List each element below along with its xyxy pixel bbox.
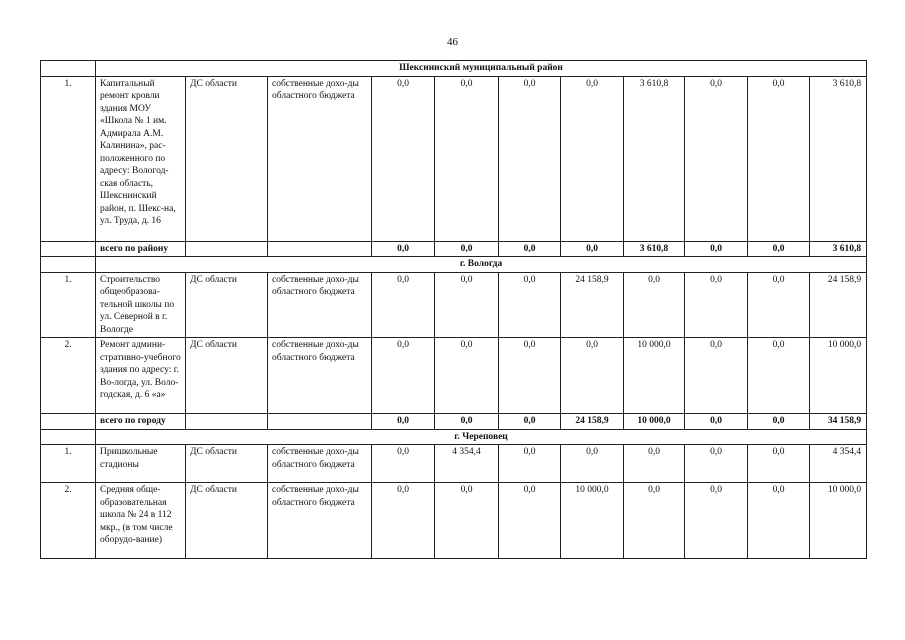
value-cell: 10 000,0	[810, 338, 867, 414]
value-cell: 0,0	[561, 76, 624, 241]
value-cell: 0,0	[561, 338, 624, 414]
table-row	[41, 76, 867, 241]
total-value: 0,0	[372, 414, 435, 430]
total-value: 0,0	[372, 241, 435, 257]
row-number: 2.	[41, 338, 96, 414]
value-cell: 0,0	[561, 445, 624, 483]
project-name: Капитальный ремонт кровли здания МОУ «Школа № 1 им. Адмирала А.М. Калинина», рас-положенного по адресу: Вологод-ская область, Шекснинский район, п. Шекс-на, ул. Труда, д. 16	[96, 76, 186, 241]
value-cell: 3 610,8	[624, 76, 685, 241]
total-row	[41, 241, 867, 257]
customer: ДС области	[186, 338, 268, 414]
row-number: 1.	[41, 272, 96, 338]
customer: ДС области	[186, 272, 268, 338]
total-value: 0,0	[748, 414, 810, 430]
table-row	[41, 445, 867, 483]
total-value: 0,0	[561, 241, 624, 257]
total-value: 10 000,0	[624, 414, 685, 430]
value-cell: 24 158,9	[810, 272, 867, 338]
row-number: 1.	[41, 445, 96, 483]
funding-source: собственные дохо-ды областного бюджета	[268, 445, 372, 483]
total-value: 34 158,9	[810, 414, 867, 430]
table-row	[41, 272, 867, 338]
value-cell: 10 000,0	[810, 483, 867, 559]
row-number: 1.	[41, 76, 96, 241]
value-cell: 0,0	[435, 272, 499, 338]
total-value: 0,0	[748, 241, 810, 257]
project-name: Строительство общеобразова-тельной школы по ул. Северной в г. Вологде	[96, 272, 186, 338]
section-title: Шекснинский муниципальный район	[96, 61, 867, 77]
value-cell: 10 000,0	[624, 338, 685, 414]
value-cell: 0,0	[748, 272, 810, 338]
funding-source: собственные дохо-ды областного бюджета	[268, 272, 372, 338]
value-cell: 0,0	[748, 338, 810, 414]
value-cell: 0,0	[499, 272, 561, 338]
value-cell: 0,0	[685, 483, 748, 559]
project-name: Средняя обще-образовательная школа № 24 в 112 мкр., (в том числе оборудо-вание)	[96, 483, 186, 559]
value-cell: 0,0	[372, 272, 435, 338]
customer: ДС области	[186, 76, 268, 241]
section-title: г. Череповец	[96, 429, 867, 445]
value-cell: 0,0	[685, 272, 748, 338]
total-value: 24 158,9	[561, 414, 624, 430]
total-label: всего по району	[96, 241, 186, 257]
value-cell: 0,0	[372, 445, 435, 483]
row-number: 2.	[41, 483, 96, 559]
value-cell: 0,0	[372, 338, 435, 414]
value-cell: 0,0	[372, 483, 435, 559]
total-label: всего по городу	[96, 414, 186, 430]
value-cell: 0,0	[624, 445, 685, 483]
value-cell: 0,0	[624, 272, 685, 338]
total-value: 0,0	[685, 414, 748, 430]
project-name: Пришкольные стадионы	[96, 445, 186, 483]
value-cell: 0,0	[435, 338, 499, 414]
total-value: 0,0	[499, 414, 561, 430]
funding-source: собственные дохо-ды областного бюджета	[268, 483, 372, 559]
value-cell: 0,0	[748, 76, 810, 241]
value-cell: 0,0	[435, 76, 499, 241]
funding-source: собственные дохо-ды областного бюджета	[268, 76, 372, 241]
customer: ДС области	[186, 445, 268, 483]
section-header	[41, 429, 867, 445]
customer: ДС области	[186, 483, 268, 559]
page-number: 46	[447, 36, 458, 48]
total-row	[41, 414, 867, 430]
value-cell: 0,0	[499, 445, 561, 483]
value-cell: 0,0	[435, 483, 499, 559]
value-cell: 0,0	[499, 338, 561, 414]
value-cell: 3 610,8	[810, 76, 867, 241]
section-header	[41, 61, 867, 77]
value-cell: 0,0	[685, 338, 748, 414]
value-cell: 0,0	[372, 76, 435, 241]
value-cell: 0,0	[499, 483, 561, 559]
total-value: 0,0	[435, 414, 499, 430]
total-value: 0,0	[685, 241, 748, 257]
section-title: г. Вологда	[96, 257, 867, 273]
total-value: 0,0	[499, 241, 561, 257]
value-cell: 0,0	[748, 445, 810, 483]
project-name: Ремонт админи-стративно-учебного здания по адресу: г. Во-логда, ул. Воло-годская, д. 6 «а»	[96, 338, 186, 414]
funding-source: собственные дохо-ды областного бюджета	[268, 338, 372, 414]
value-cell: 4 354,4	[810, 445, 867, 483]
total-value: 3 610,8	[624, 241, 685, 257]
value-cell: 24 158,9	[561, 272, 624, 338]
budget-table	[40, 60, 867, 559]
value-cell: 4 354,4	[435, 445, 499, 483]
value-cell: 0,0	[685, 76, 748, 241]
total-value: 0,0	[435, 241, 499, 257]
value-cell: 0,0	[499, 76, 561, 241]
section-header	[41, 257, 867, 273]
value-cell: 0,0	[685, 445, 748, 483]
table-row	[41, 338, 867, 414]
value-cell: 10 000,0	[561, 483, 624, 559]
table-row	[41, 483, 867, 559]
value-cell: 0,0	[748, 483, 810, 559]
total-value: 3 610,8	[810, 241, 867, 257]
value-cell: 0,0	[624, 483, 685, 559]
